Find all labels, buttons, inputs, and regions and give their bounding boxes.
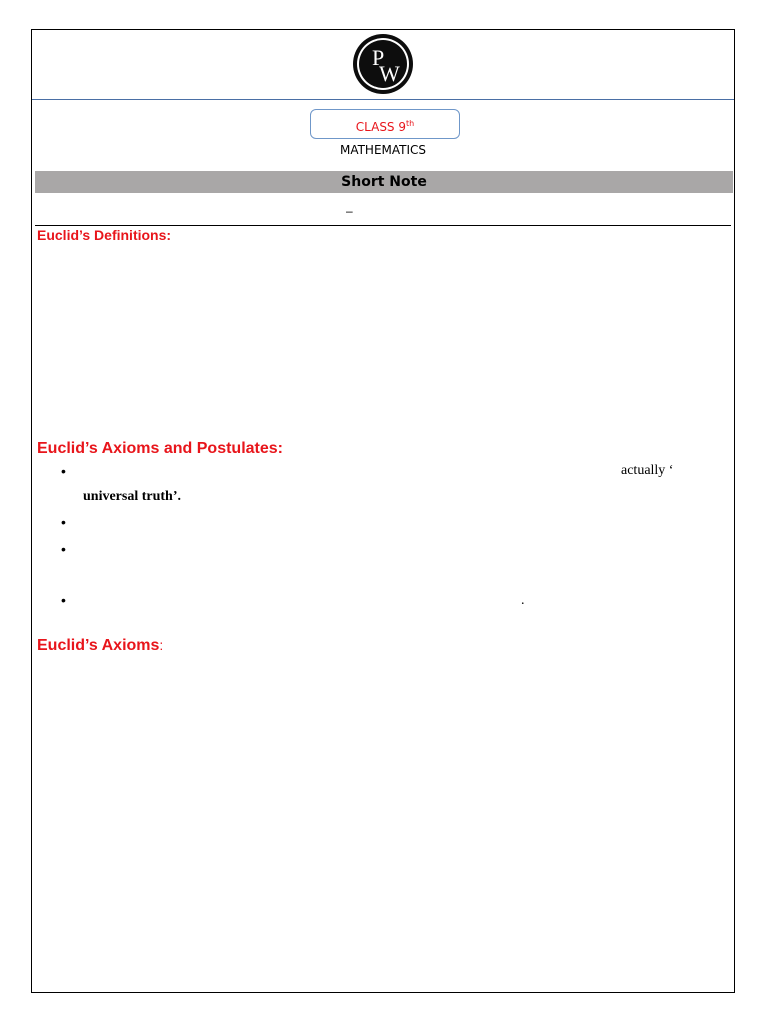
dash-mark: – (346, 204, 353, 218)
bullet-icon: • (61, 463, 66, 479)
bullet-4-tail: . (521, 593, 525, 608)
pw-logo-icon (352, 33, 414, 95)
class-label: CLASS 9 (355, 120, 406, 134)
page-header (32, 30, 734, 100)
axioms-heading-text: Euclid’s Axioms (37, 637, 160, 654)
bullet-1-tail: actually ‘ (621, 463, 674, 478)
bullet-icon: • (61, 592, 66, 608)
svg-text:W: W (379, 61, 400, 86)
axioms-heading-colon: : (159, 637, 164, 653)
divider-line (35, 225, 731, 226)
class-suffix: th (406, 119, 415, 128)
definitions-heading: Euclid’s Definitions: (37, 227, 172, 243)
axioms-heading (37, 637, 163, 655)
bullet-1-line2: universal truth’. (83, 489, 181, 504)
svg-text:P: P (372, 45, 385, 70)
class-badge (310, 109, 460, 139)
document-page (31, 29, 735, 993)
subject-title: MATHEMATICS (339, 143, 427, 157)
bullet-icon: • (61, 541, 66, 557)
bullet-icon: • (61, 514, 66, 530)
section-bar: Short Note (35, 171, 733, 193)
axioms-postulates-heading: Euclid’s Axioms and Postulates: (37, 440, 283, 457)
